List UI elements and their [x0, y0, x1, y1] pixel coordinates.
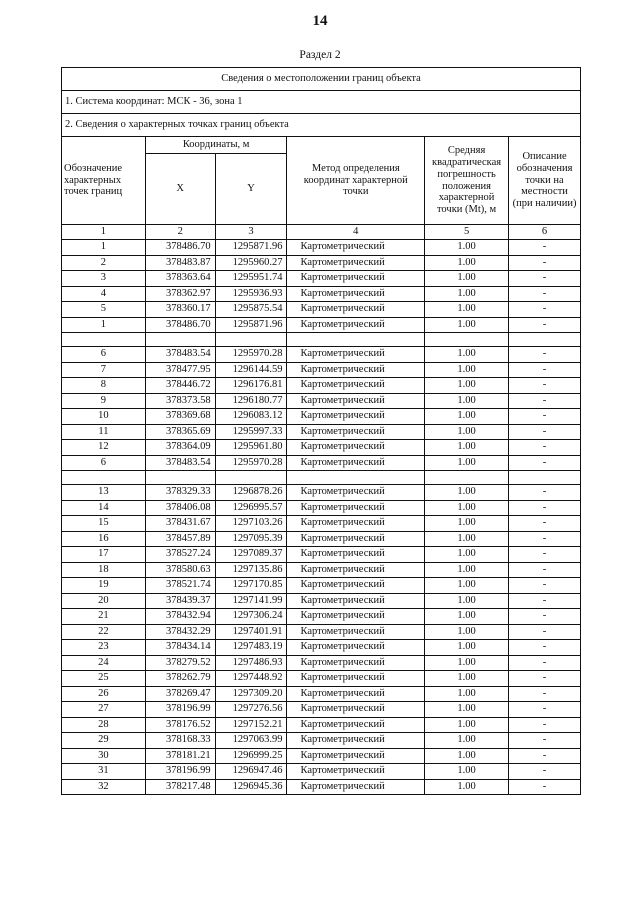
table-row — [62, 779, 581, 795]
description: - — [509, 671, 581, 687]
error-mt: 1.00 — [425, 702, 509, 718]
method: Картометрический — [287, 562, 425, 578]
point-id: 11 — [62, 424, 146, 440]
description: - — [509, 562, 581, 578]
table-row — [62, 655, 581, 671]
error-mt: 1.00 — [425, 686, 509, 702]
table-row — [62, 347, 581, 363]
error-mt: 1.00 — [425, 317, 509, 333]
point-id: 5 — [62, 302, 146, 318]
coordinate-system: 1. Система координат: МСК - 36, зона 1 — [62, 91, 581, 114]
description: - — [509, 748, 581, 764]
error-mt: 1.00 — [425, 255, 509, 271]
point-id: 15 — [62, 516, 146, 532]
method: Картометрический — [287, 640, 425, 656]
table-row — [62, 424, 581, 440]
method: Картометрический — [287, 733, 425, 749]
coord-x: 378483.54 — [145, 455, 215, 471]
method: Картометрический — [287, 686, 425, 702]
coord-x: 378360.17 — [145, 302, 215, 318]
point-id: 24 — [62, 655, 146, 671]
coord-y: 1295875.54 — [215, 302, 287, 318]
method: Картометрический — [287, 440, 425, 456]
description: - — [509, 609, 581, 625]
point-id: 20 — [62, 593, 146, 609]
table-row — [62, 748, 581, 764]
table-row — [62, 500, 581, 516]
error-mt: 1.00 — [425, 733, 509, 749]
header-y: Y — [215, 154, 287, 225]
coord-y: 1296144.59 — [215, 362, 287, 378]
table-row — [62, 317, 581, 333]
method: Картометрический — [287, 500, 425, 516]
point-id: 30 — [62, 748, 146, 764]
description: - — [509, 655, 581, 671]
description: - — [509, 686, 581, 702]
point-id: 17 — [62, 547, 146, 563]
empty-cell — [62, 471, 146, 485]
point-id: 31 — [62, 764, 146, 780]
point-id: 3 — [62, 271, 146, 287]
point-id: 4 — [62, 286, 146, 302]
empty-cell — [62, 333, 146, 347]
coord-x: 378439.37 — [145, 593, 215, 609]
coord-y: 1295970.28 — [215, 347, 287, 363]
table-row — [62, 609, 581, 625]
coord-y: 1296947.46 — [215, 764, 287, 780]
description: - — [509, 516, 581, 532]
point-id: 32 — [62, 779, 146, 795]
coord-x: 378483.87 — [145, 255, 215, 271]
table-row — [62, 286, 581, 302]
header-coordinates: Координаты, м — [145, 137, 287, 154]
description: - — [509, 362, 581, 378]
description: - — [509, 500, 581, 516]
page-number: 14 — [312, 13, 328, 29]
coord-x: 378434.14 — [145, 640, 215, 656]
method: Картометрический — [287, 302, 425, 318]
coord-y: 1297448.92 — [215, 671, 287, 687]
point-id: 9 — [62, 393, 146, 409]
error-mt: 1.00 — [425, 271, 509, 287]
error-mt: 1.00 — [425, 378, 509, 394]
coord-y: 1295960.27 — [215, 255, 287, 271]
description: - — [509, 409, 581, 425]
description: - — [509, 302, 581, 318]
table-row — [62, 378, 581, 394]
error-mt: 1.00 — [425, 393, 509, 409]
error-mt: 1.00 — [425, 302, 509, 318]
point-id: 12 — [62, 440, 146, 456]
column-number: 6 — [509, 225, 581, 240]
header-designation: Обозначение характерных точек границ — [62, 137, 146, 225]
coord-y: 1297170.85 — [215, 578, 287, 594]
point-id: 16 — [62, 531, 146, 547]
coord-x: 378369.68 — [145, 409, 215, 425]
point-id: 6 — [62, 347, 146, 363]
boundary-points-table — [61, 67, 581, 795]
coord-y: 1297152.21 — [215, 717, 287, 733]
error-mt: 1.00 — [425, 409, 509, 425]
empty-cell — [509, 471, 581, 485]
coord-x: 378168.33 — [145, 733, 215, 749]
point-id: 10 — [62, 409, 146, 425]
coord-y: 1296995.57 — [215, 500, 287, 516]
empty-cell — [215, 333, 287, 347]
error-mt: 1.00 — [425, 286, 509, 302]
error-mt: 1.00 — [425, 764, 509, 780]
table-row — [62, 547, 581, 563]
error-mt: 1.00 — [425, 485, 509, 501]
coord-y: 1295951.74 — [215, 271, 287, 287]
method: Картометрический — [287, 516, 425, 532]
method: Картометрический — [287, 717, 425, 733]
description: - — [509, 717, 581, 733]
coord-x: 378279.52 — [145, 655, 215, 671]
error-mt: 1.00 — [425, 455, 509, 471]
method: Картометрический — [287, 485, 425, 501]
description: - — [509, 440, 581, 456]
point-id: 1 — [62, 317, 146, 333]
error-mt: 1.00 — [425, 640, 509, 656]
table-row — [62, 640, 581, 656]
coord-x: 378365.69 — [145, 424, 215, 440]
coord-x: 378262.79 — [145, 671, 215, 687]
coord-x: 378406.08 — [145, 500, 215, 516]
description: - — [509, 531, 581, 547]
method: Картометрический — [287, 655, 425, 671]
error-mt: 1.00 — [425, 362, 509, 378]
coord-x: 378432.29 — [145, 624, 215, 640]
empty-cell — [425, 333, 509, 347]
method: Картометрический — [287, 593, 425, 609]
coord-x: 378477.95 — [145, 362, 215, 378]
description: - — [509, 702, 581, 718]
error-mt: 1.00 — [425, 671, 509, 687]
table-row — [62, 764, 581, 780]
coord-y: 1297306.24 — [215, 609, 287, 625]
method: Картометрический — [287, 255, 425, 271]
error-mt: 1.00 — [425, 562, 509, 578]
description: - — [509, 378, 581, 394]
method: Картометрический — [287, 424, 425, 440]
table-row — [62, 671, 581, 687]
description: - — [509, 779, 581, 795]
table-row — [62, 240, 581, 256]
coord-x: 378527.24 — [145, 547, 215, 563]
empty-cell — [145, 471, 215, 485]
method: Картометрический — [287, 409, 425, 425]
table-row — [62, 255, 581, 271]
method: Картометрический — [287, 671, 425, 687]
coord-y: 1297089.37 — [215, 547, 287, 563]
table-row — [62, 686, 581, 702]
description: - — [509, 485, 581, 501]
coord-y: 1296180.77 — [215, 393, 287, 409]
description: - — [509, 286, 581, 302]
description: - — [509, 255, 581, 271]
coord-x: 378329.33 — [145, 485, 215, 501]
point-id: 18 — [62, 562, 146, 578]
coord-y: 1297103.26 — [215, 516, 287, 532]
coord-y: 1297276.56 — [215, 702, 287, 718]
coord-x: 378217.48 — [145, 779, 215, 795]
coord-y: 1295961.80 — [215, 440, 287, 456]
point-id: 25 — [62, 671, 146, 687]
column-number: 2 — [145, 225, 215, 240]
coord-y: 1297401.91 — [215, 624, 287, 640]
table-row — [62, 531, 581, 547]
empty-cell — [509, 333, 581, 347]
description: - — [509, 640, 581, 656]
column-number: 4 — [287, 225, 425, 240]
point-id: 21 — [62, 609, 146, 625]
header-x: X — [145, 154, 215, 225]
description: - — [509, 455, 581, 471]
method: Картометрический — [287, 624, 425, 640]
error-mt: 1.00 — [425, 240, 509, 256]
point-id: 6 — [62, 455, 146, 471]
table-row — [62, 733, 581, 749]
coord-x: 378521.74 — [145, 578, 215, 594]
description: - — [509, 624, 581, 640]
empty-cell — [425, 471, 509, 485]
method: Картометрический — [287, 779, 425, 795]
coord-y: 1297483.19 — [215, 640, 287, 656]
point-id: 23 — [62, 640, 146, 656]
coord-x: 378446.72 — [145, 378, 215, 394]
method: Картометрический — [287, 362, 425, 378]
table-row — [62, 702, 581, 718]
method: Картометрический — [287, 702, 425, 718]
empty-cell — [287, 471, 425, 485]
empty-cell — [215, 471, 287, 485]
section-label: Раздел 2 — [299, 49, 341, 61]
header-description: Описание обозначения точки на местности (при наличии) — [509, 137, 581, 225]
error-mt: 1.00 — [425, 440, 509, 456]
description: - — [509, 271, 581, 287]
point-id: 26 — [62, 686, 146, 702]
coord-x: 378181.21 — [145, 748, 215, 764]
coord-x: 378486.70 — [145, 240, 215, 256]
description: - — [509, 593, 581, 609]
error-mt: 1.00 — [425, 593, 509, 609]
description: - — [509, 393, 581, 409]
point-id: 7 — [62, 362, 146, 378]
coord-y: 1296176.81 — [215, 378, 287, 394]
empty-cell — [287, 333, 425, 347]
table-row — [62, 393, 581, 409]
table-row — [62, 624, 581, 640]
coord-y: 1295936.93 — [215, 286, 287, 302]
error-mt: 1.00 — [425, 531, 509, 547]
description: - — [509, 733, 581, 749]
coord-x: 378176.52 — [145, 717, 215, 733]
coord-x: 378363.64 — [145, 271, 215, 287]
coord-x: 378457.89 — [145, 531, 215, 547]
table-row — [62, 516, 581, 532]
point-id: 29 — [62, 733, 146, 749]
method: Картометрический — [287, 347, 425, 363]
coord-x: 378483.54 — [145, 347, 215, 363]
table-row — [62, 440, 581, 456]
coord-x: 378362.97 — [145, 286, 215, 302]
points-heading: 2. Сведения о характерных точках границ объекта — [62, 114, 581, 137]
method: Картометрический — [287, 748, 425, 764]
method: Картометрический — [287, 547, 425, 563]
table-row — [62, 362, 581, 378]
coord-x: 378196.99 — [145, 764, 215, 780]
point-id: 2 — [62, 255, 146, 271]
point-id: 1 — [62, 240, 146, 256]
coord-y: 1296999.25 — [215, 748, 287, 764]
error-mt: 1.00 — [425, 516, 509, 532]
coord-y: 1296083.12 — [215, 409, 287, 425]
table-row — [62, 485, 581, 501]
description: - — [509, 317, 581, 333]
column-number: 1 — [62, 225, 146, 240]
header-error: Средняя квадратическая погрешность положения характерной точки (Mt), м — [425, 137, 509, 225]
coord-y: 1295997.33 — [215, 424, 287, 440]
error-mt: 1.00 — [425, 655, 509, 671]
method: Картометрический — [287, 455, 425, 471]
point-id: 8 — [62, 378, 146, 394]
point-id: 14 — [62, 500, 146, 516]
table-row — [62, 717, 581, 733]
group-separator-row — [62, 333, 581, 347]
method: Картометрический — [287, 378, 425, 394]
table-row — [62, 302, 581, 318]
point-id: 28 — [62, 717, 146, 733]
coord-x: 378269.47 — [145, 686, 215, 702]
column-number: 5 — [425, 225, 509, 240]
column-number: 3 — [215, 225, 287, 240]
point-id: 22 — [62, 624, 146, 640]
error-mt: 1.00 — [425, 717, 509, 733]
empty-cell — [145, 333, 215, 347]
error-mt: 1.00 — [425, 347, 509, 363]
coord-y: 1297135.86 — [215, 562, 287, 578]
coord-y: 1297063.99 — [215, 733, 287, 749]
point-id: 27 — [62, 702, 146, 718]
error-mt: 1.00 — [425, 748, 509, 764]
description: - — [509, 424, 581, 440]
method: Картометрический — [287, 531, 425, 547]
header-method: Метод определения координат характерной точки — [287, 137, 425, 225]
table-row — [62, 271, 581, 287]
method: Картометрический — [287, 286, 425, 302]
error-mt: 1.00 — [425, 424, 509, 440]
coord-y: 1295871.96 — [215, 240, 287, 256]
coord-x: 378364.09 — [145, 440, 215, 456]
table-row — [62, 562, 581, 578]
error-mt: 1.00 — [425, 500, 509, 516]
error-mt: 1.00 — [425, 624, 509, 640]
table-row — [62, 455, 581, 471]
method: Картометрический — [287, 317, 425, 333]
coord-y: 1297095.39 — [215, 531, 287, 547]
coord-x: 378432.94 — [145, 609, 215, 625]
coord-y: 1297309.20 — [215, 686, 287, 702]
error-mt: 1.00 — [425, 547, 509, 563]
error-mt: 1.00 — [425, 779, 509, 795]
method: Картометрический — [287, 578, 425, 594]
point-id: 19 — [62, 578, 146, 594]
coord-y: 1297486.93 — [215, 655, 287, 671]
method: Картометрический — [287, 609, 425, 625]
coord-x: 378486.70 — [145, 317, 215, 333]
method: Картометрический — [287, 393, 425, 409]
table-row — [62, 593, 581, 609]
coord-y: 1297141.99 — [215, 593, 287, 609]
method: Картометрический — [287, 764, 425, 780]
error-mt: 1.00 — [425, 578, 509, 594]
method: Картометрический — [287, 240, 425, 256]
description: - — [509, 347, 581, 363]
error-mt: 1.00 — [425, 609, 509, 625]
description: - — [509, 240, 581, 256]
coord-x: 378431.67 — [145, 516, 215, 532]
description: - — [509, 547, 581, 563]
coord-x: 378580.63 — [145, 562, 215, 578]
coord-x: 378373.58 — [145, 393, 215, 409]
description: - — [509, 764, 581, 780]
coord-x: 378196.99 — [145, 702, 215, 718]
table-row — [62, 409, 581, 425]
coord-y: 1295871.96 — [215, 317, 287, 333]
method: Картометрический — [287, 271, 425, 287]
description: - — [509, 578, 581, 594]
table-row — [62, 578, 581, 594]
table-title: Сведения о местоположении границ объекта — [62, 68, 581, 91]
point-id: 13 — [62, 485, 146, 501]
group-separator-row — [62, 471, 581, 485]
coord-y: 1296878.26 — [215, 485, 287, 501]
coord-y: 1296945.36 — [215, 779, 287, 795]
coord-y: 1295970.28 — [215, 455, 287, 471]
